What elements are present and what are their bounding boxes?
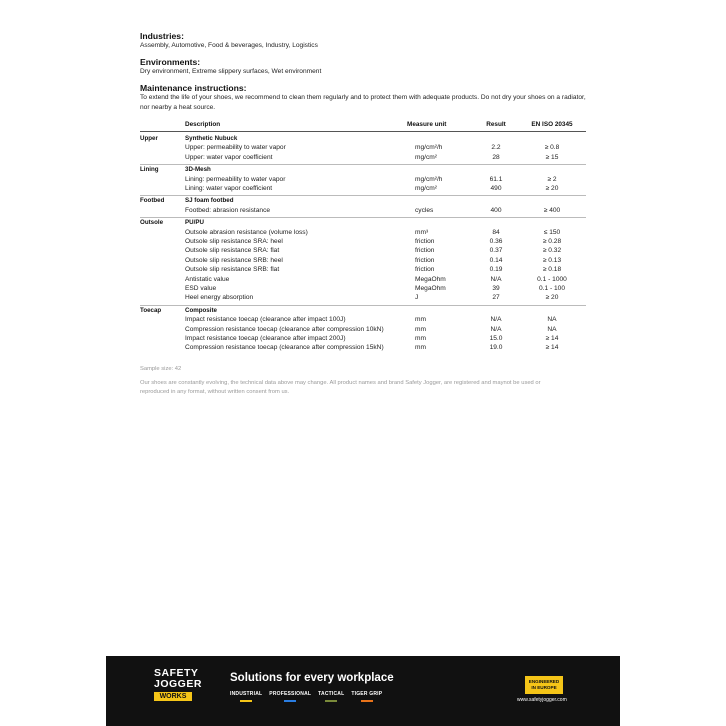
industries-title: Industries:: [140, 31, 184, 41]
row-description: Upper: water vapor coefficient: [185, 153, 273, 161]
material-label: PU/PU: [185, 219, 204, 227]
row-description: Compression resistance toecap (clearance after compression 15kN): [185, 344, 384, 352]
row-unit: mm: [415, 344, 426, 352]
material-label: Composite: [185, 306, 217, 314]
maintenance-text: To extend the life of your shoes, we recommend to clean them regularly and to protect them with adequate products. Do not dry your shoes on a radiator, nor nearby a heat source.: [140, 94, 586, 111]
row-standard: NA: [547, 316, 557, 324]
industries-text: Assembly, Automotive, Food & beverages, Industry, Logistics: [140, 42, 318, 49]
row-standard: ≥ 15: [545, 153, 559, 161]
row-unit: mg/cm²/h: [415, 144, 443, 152]
group-divider: [140, 217, 586, 218]
badge-line-2: IN EUROPE: [531, 685, 557, 690]
row-result: 84: [492, 228, 500, 236]
row-result: 27: [492, 294, 500, 302]
row-standard: ≥ 400: [543, 206, 561, 214]
row-unit: MegaOhm: [415, 275, 446, 283]
row-unit: J: [415, 294, 419, 302]
row-unit: mg/cm²: [415, 153, 437, 161]
row-description: Outsole slip resistance SRB: heel: [185, 256, 283, 264]
segment-label: TACTICAL: [318, 691, 345, 697]
category-label: Footbed: [140, 197, 165, 205]
segment-label: TIGER GRIP: [351, 691, 383, 697]
footer-banner: [106, 656, 620, 726]
row-description: Outsole slip resistance SRA: heel: [185, 238, 283, 245]
row-standard: 0.1 - 100: [538, 285, 566, 292]
footer-slogan: Solutions for every workplace: [230, 672, 394, 684]
sample-size: Sample size: 42: [140, 366, 182, 372]
row-unit: friction: [415, 256, 435, 264]
row-description: Impact resistance toecap (clearance after impact 100J): [185, 316, 346, 324]
header-result: Result: [486, 121, 506, 128]
segment-label: INDUSTRIAL: [230, 691, 263, 697]
row-standard: ≥ 20: [545, 294, 559, 302]
row-unit: cycles: [415, 206, 434, 214]
row-result: N/A: [490, 275, 502, 283]
header-measure-unit: Measure unit: [407, 121, 447, 128]
group-divider: [140, 305, 586, 306]
material-label: 3D-Mesh: [185, 166, 211, 174]
row-description: Compression resistance toecap (clearance after compression 10kN): [185, 325, 384, 333]
category-label: Lining: [140, 166, 159, 174]
material-label: Synthetic Nubuck: [185, 135, 238, 142]
row-unit: friction: [415, 247, 435, 255]
row-unit: MegaOhm: [415, 285, 446, 292]
row-result: 0.37: [489, 247, 503, 255]
row-description: Heel energy absorption: [185, 294, 254, 302]
row-standard: ≥ 0.28: [542, 238, 562, 245]
segment-underline: [240, 700, 252, 702]
segment-nav: [230, 691, 382, 702]
row-description: Lining: permeability to water vapor: [185, 175, 286, 183]
header-standard: EN ISO 20345: [531, 121, 573, 128]
row-result: 39: [492, 285, 500, 292]
segment-tactical: [318, 691, 344, 702]
logo-line-3: WORKS: [154, 692, 192, 701]
row-description: ESD value: [185, 285, 217, 292]
website-link[interactable]: www.safetyjogger.com: [517, 697, 567, 703]
row-standard: ≥ 14: [545, 344, 559, 352]
row-unit: friction: [415, 266, 435, 274]
row-result: 400: [490, 206, 502, 214]
category-label: Toecap: [140, 306, 162, 314]
logo-line-1: SAFETY: [154, 667, 199, 679]
row-description: Outsole slip resistance SRA: flat: [185, 247, 280, 255]
disclaimer: Our shoes are constantly evolving, the technical data above may change. All product names and brand Safety Jogger, are registered and maynot be used or reproduced in any format, without written consent from us.: [140, 380, 541, 395]
badge-line-1: ENGINEERED: [528, 679, 560, 684]
row-result: 15.0: [489, 335, 503, 342]
group-divider: [140, 195, 586, 196]
row-standard: ≤ 150: [543, 228, 561, 236]
row-unit: mm: [415, 316, 426, 324]
row-standard: ≥ 0.8: [544, 144, 560, 152]
row-description: Antistatic value: [185, 275, 230, 283]
segment-industrial: [230, 691, 262, 702]
segment-tiger-grip: [351, 691, 382, 702]
segment-professional: [269, 691, 311, 702]
row-result: 2.2: [491, 144, 501, 152]
maintenance-title: Maintenance instructions:: [140, 83, 247, 93]
environments-title: Environments:: [140, 57, 201, 67]
environments-text: Dry environment, Extreme slippery surfaces, Wet environment: [140, 68, 322, 75]
segment-underline: [361, 700, 373, 702]
category-label: Outsole: [140, 219, 164, 227]
row-description: Outsole slip resistance SRB: flat: [185, 266, 280, 274]
segment-underline: [325, 700, 337, 702]
row-result: 0.36: [489, 238, 503, 245]
row-description: Impact resistance toecap (clearance after impact 200J): [185, 335, 346, 342]
row-unit: mg/cm²: [415, 185, 437, 192]
header-description: Description: [185, 121, 221, 128]
row-standard: ≥ 0.18: [542, 266, 562, 274]
row-unit: mg/cm²/h: [415, 175, 443, 183]
row-result: 19.0: [489, 344, 503, 352]
row-description: Footbed: abrasion resistance: [185, 206, 271, 214]
row-unit: mm: [415, 325, 426, 333]
segment-label: PROFESSIONAL: [269, 691, 312, 697]
row-description: Outsole abrasion resistance (volume loss): [185, 228, 308, 236]
group-divider: [140, 164, 586, 165]
row-standard: ≥ 14: [545, 335, 559, 342]
row-result: 0.14: [489, 256, 503, 264]
safety-jogger-works-logo: [154, 668, 212, 714]
engineered-in-europe-badge: [525, 676, 563, 694]
row-standard: ≥ 0.32: [542, 247, 562, 255]
row-description: Upper: permeability to water vapor: [185, 144, 286, 152]
material-label: SJ foam footbed: [185, 197, 234, 205]
category-label: Upper: [140, 135, 158, 142]
row-result: 490: [490, 185, 502, 192]
row-standard: 0.1 - 1000: [537, 275, 567, 283]
row-unit: mm: [415, 335, 426, 342]
row-unit: friction: [415, 238, 435, 245]
row-standard: NA: [547, 325, 557, 333]
row-result: 28: [492, 153, 500, 161]
row-standard: ≥ 20: [545, 185, 559, 192]
row-result: 61.1: [489, 175, 503, 183]
row-result: N/A: [490, 325, 502, 333]
header-divider: [140, 131, 586, 132]
row-description: Lining: water vapor coefficient: [185, 185, 273, 192]
row-result: N/A: [490, 316, 502, 324]
row-unit: mm³: [415, 228, 429, 236]
segment-underline: [284, 700, 296, 702]
row-result: 0.19: [489, 266, 503, 274]
row-standard: ≥ 2: [547, 175, 557, 183]
logo-line-2: JOGGER: [154, 678, 202, 690]
row-standard: ≥ 0.13: [542, 256, 562, 264]
